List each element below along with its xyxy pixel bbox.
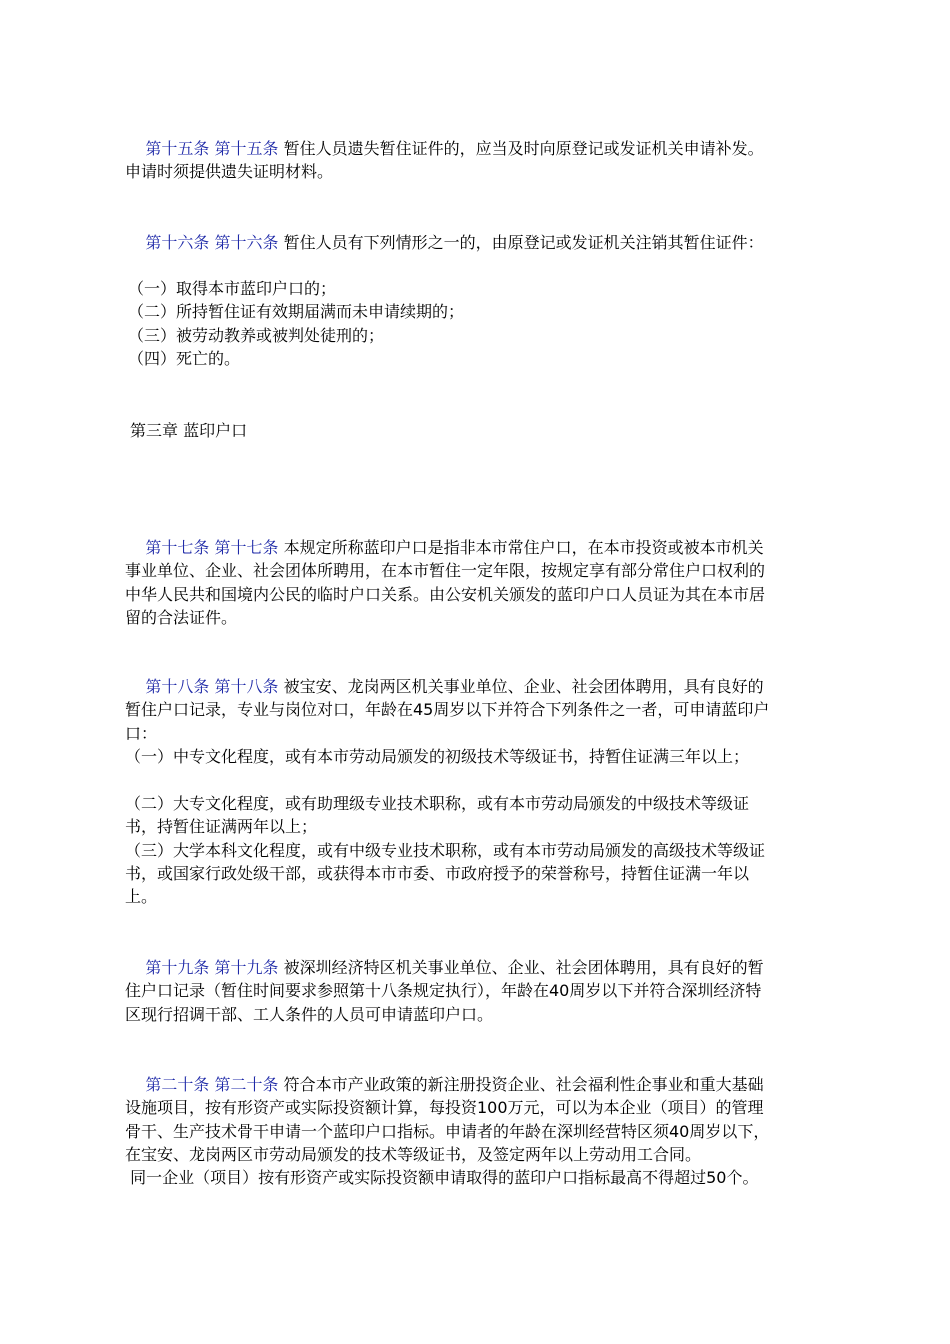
article-17-ref-1[interactable]: 第十七条 [145,538,210,557]
article-19-ref-1[interactable]: 第十九条 [145,958,210,977]
article-16-line-1 [125,231,845,254]
article-17-text-1: 本规定所称蓝印户口是指非本市常住户口，在本市投资或被本市机关 [283,538,764,557]
article-20-line-3: 骨干、生产技术骨干申请一个蓝印户口指标。申请者的年龄在深圳经营特区须40周岁以下， [125,1121,770,1141]
article-15-ref-1[interactable]: 第十五条 [145,139,210,158]
article-20-text-5: 同一企业（项目）按有形资产或实际投资额申请取得的蓝印户口指标最高不得超过50个。 [130,1168,759,1188]
article-17-line-3: 中华人民共和国境内公民的临时户口关系。由公安机关颁发的蓝印户口人员证为其在本市居 [125,584,766,604]
chapter-heading: 第三章 蓝印户口 [130,421,248,440]
article-20-ref-1[interactable]: 第二十条 [145,1075,210,1094]
list-item: （一）取得本市蓝印户口的； [128,279,337,298]
article-18-line-1 [125,675,845,698]
article-16-ref-2[interactable]: 第十六条 [214,233,279,252]
article-18-condition-1: （一）中专文化程度，或有本市劳动局颁发的初级技术等级证书，持暂住证满三年以上； [125,746,750,766]
article-17 [125,536,845,629]
article-19-ref-2[interactable]: 第十九条 [214,958,279,977]
list-item: （四）死亡的。 [128,348,241,368]
article-17-line-1 [125,536,845,559]
article-16-text-1: 暂住人员有下列情形之一的，由原登记或发证机关注销其暂住证件： [283,233,764,252]
article-20-line-2: 设施项目，按有形资产或实际投资额计算，每投资100万元，可以为本企业（项目）的管理 [125,1098,764,1118]
article-20-ref-2[interactable]: 第二十条 [214,1075,279,1094]
article-18-condition-3b: 书，或国家行政处级干部，或获得本市市委、市政府授予的荣誉称号，持暂住证满一年以 [125,863,750,883]
list-item: （三）被劳动教养或被判处徒刑的； [128,325,385,345]
article-16-ref-1[interactable]: 第十六条 [145,233,210,252]
article-19-text-1: 被深圳经济特区机关事业单位、企业、社会团体聘用，具有良好的暂 [283,958,764,977]
article-18-ref-2[interactable]: 第十八条 [214,677,279,696]
article-16-items [128,277,848,370]
article-20-line-1 [125,1073,845,1096]
article-20-line-4: 在宝安、龙岗两区市劳动局颁发的技术等级证书，及签定两年以上劳动用工合同。 [125,1144,702,1164]
list-item: （二）所持暂住证有效期届满而未申请续期的； [128,302,465,322]
article-18-conditions [125,792,845,908]
article-18-condition-2b: 书，持暂住证满两年以上； [125,817,318,837]
article-17-line-4: 留的合法证件。 [125,607,238,627]
article-19 [125,956,845,1026]
article-20 [125,1073,845,1189]
article-18-line-2: 暂住户口记录，专业与岗位对口，年龄在45周岁以下并符合下列条件之一者，可申请蓝印户 [125,700,770,720]
article-15 [125,137,845,184]
article-15-text-1: 暂住人员遗失暂住证件的，应当及时向原登记或发证机关申请补发。 [283,139,764,158]
article-20-text-1: 符合本市产业政策的新注册投资企业、社会福利性企事业和重大基础 [283,1075,764,1094]
article-18-condition-3a: （三）大学本科文化程度，或有中级专业技术职称，或有本市劳动局颁发的高级技术等级证 [125,840,766,860]
article-19-line-2: 住户口记录（暂住时间要求参照第十八条规定执行），年龄在40周岁以下并符合深圳经济特 [125,981,762,1001]
article-17-line-2: 事业单位、企业、社会团体所聘用，在本市暂住一定年限，按规定享有部分常住户口权利的 [125,561,766,581]
article-18-line-3: 口： [125,723,158,743]
article-17-ref-2[interactable]: 第十七条 [214,538,279,557]
article-19-line-1 [125,956,845,979]
article-15-ref-2[interactable]: 第十五条 [214,139,279,158]
article-18-condition-2a: （二）大专文化程度，或有助理级专业技术职称，或有本市劳动局颁发的中级技术等级证 [125,794,750,813]
article-20-line-5 [125,1166,845,1189]
article-18-ref-1[interactable]: 第十八条 [145,677,210,696]
article-15-line-2: 申请时须提供遗失证明材料。 [125,162,334,182]
article-15-line-1 [125,137,845,160]
article-18-condition-3c: 上。 [125,887,158,907]
article-19-line-3: 区现行招调干部、工人条件的人员可申请蓝印户口。 [125,1004,494,1024]
article-18-text-1: 被宝安、龙岗两区机关事业单位、企业、社会团体聘用，具有良好的 [283,677,764,696]
article-18 [125,675,845,768]
article-16 [125,231,845,254]
